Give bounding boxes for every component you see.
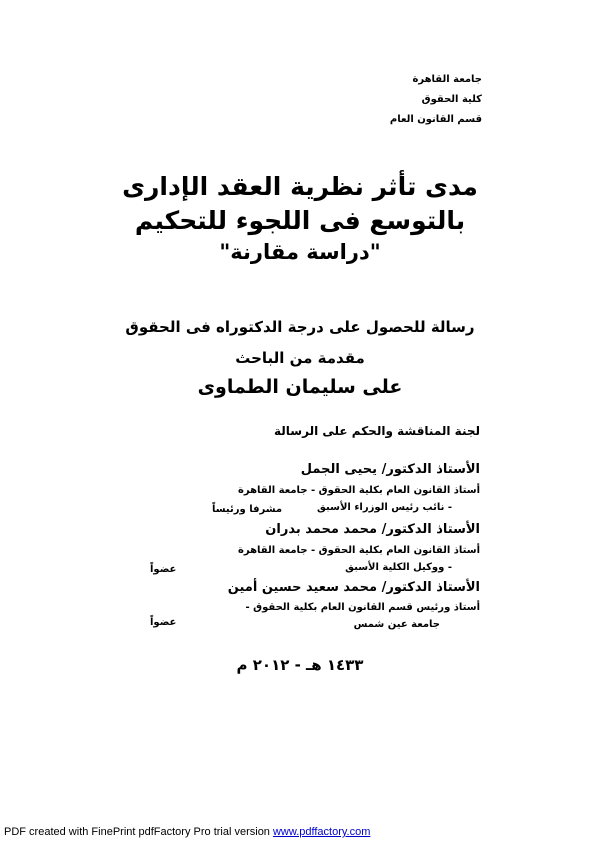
author-name: على سليمان الطماوى [197, 376, 403, 398]
committee-heading: لجنة المناقشة والحكم على الرسالة [274, 424, 480, 438]
thesis-date: ١٤٣٣ هـ - ٢٠١٢ م [236, 656, 364, 674]
committee-member-name: الأستاذ الدكتور/ يحيى الجمل [300, 462, 480, 477]
committee-member-role: عضواً [150, 564, 177, 575]
committee-member-role: عضواً [150, 617, 177, 628]
committee-member-name: الأستاذ الدكتور/ محمد سعيد حسين أمين [227, 580, 480, 595]
committee-member-title: أستاذ ورئيس قسم القانون العام بكلية الحقوق - [245, 602, 480, 613]
presented-by: مقدمة من الباحث [235, 349, 365, 367]
committee-member-role: مشرفا ورئيساً [212, 504, 283, 515]
university-name: جامعة القاهرة [412, 74, 482, 85]
thesis-title-line-1: مدى تأثر نظرية العقد الإدارى [122, 172, 478, 201]
department-name: قسم القانون العام [389, 114, 482, 125]
thesis-subtitle: "دراسة مقارنة" [219, 240, 381, 264]
committee-member-title: - ووكيل الكلية الأسبق [345, 562, 452, 573]
degree-statement: رسالة للحصول على درجة الدكتوراه فى الحقوق [125, 318, 475, 336]
pdffactory-link[interactable]: www.pdffactory.com [272, 826, 371, 838]
committee-member-title: أستاذ القانون العام بكلية الحقوق - جامعة القاهرة [237, 485, 480, 496]
committee-member-title: أستاذ القانون العام بكلية الحقوق - جامعة القاهرة [237, 545, 480, 556]
thesis-title-line-2: بالتوسع فى اللجوء للتحكيم [134, 206, 466, 235]
committee-member-title: جامعة عين شمس [353, 619, 440, 630]
faculty-name: كلية الحقوق [421, 94, 482, 105]
committee-member-name: الأستاذ الدكتور/ محمد محمد بدران [265, 522, 480, 537]
pdf-footer [4, 826, 370, 838]
committee-member-title: - نائب رئيس الوزراء الأسبق [317, 502, 452, 513]
pdf-footer-text: PDF created with FinePrint pdfFactory Pro trial version [4, 826, 273, 838]
